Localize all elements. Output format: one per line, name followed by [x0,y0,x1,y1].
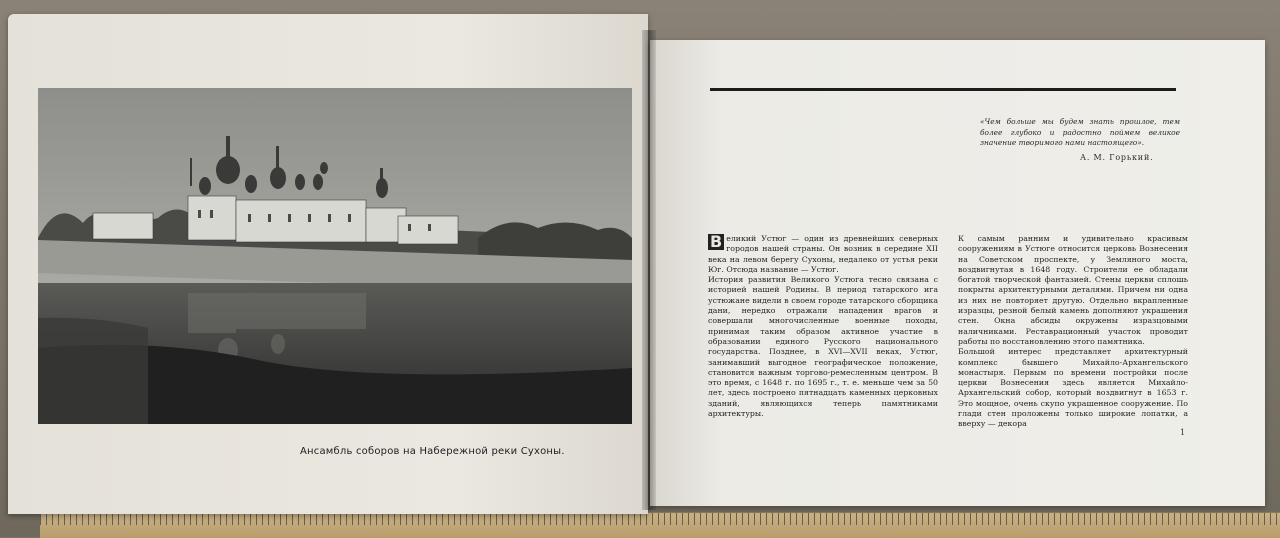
epigraph-author: А. М. Горький. [1080,153,1154,162]
page-number: 1 [1180,428,1186,437]
text-column-2 [958,234,1188,430]
ruler-ticks [40,513,1280,525]
column-1-text: еликий Устюг — один из древнейших северных городов нашей страны. Он возник в середине XII века на левом берегу Сухоны, недалеко от устья реки Юг. Отсюда название — Устюг. История развития Великого Устюга тесно связана с историей нашей Родины. В период татарского ига устюжане видели в своем городе татарского сборщика дани, нередко отражали нападения врагов и совершали многочисленные военные походы, принимая таким образом активное участие в образовании единого Русского национального государства. Позднее, в XVI—XVII веках, Устюг, занимавший выгодное географическое положение, становится важным торгово-ремесленным центром. В это время, с 1648 г. по 1695 г., т. е. меньше чем за 50 лет, здесь построено пятнадцать каменных церковных зданий, являющихся теперь памятниками архитектуры. [708,234,938,419]
column-2-text: К самым ранним и удивительно красивым сооружениям в Устюге относится церковь Вознесения на Советском проспекте, у Земляного моста, воздвигнутая в 1648 году. Строители ее обладали богатой творческой фантазией. Стены церкви сплошь покрыты архитектурными деталями. Причем ни одна из них не повторяет другую. Отдельно вкрапленные изразцы, резной белый камень дополняют украшения стен. Окна абсиды окружены изразцовыми наличниками. Реставрационный участок проводит работы по восстановлению этого памятника. Большой интерес представляет архитектурный комплекс бывшего Михайло-Архангельского монастыря. Первым по времени постройки после церкви Вознесения здесь является Михайло-Архангельский собор, который воздвигнут в 1653 г. Это мощное, очень скупо украшенное сооружение. По глади стен проложены только широкие лопатки, а вверху — декора [958,234,1188,429]
book-gutter [642,30,656,510]
header-rule [710,88,1176,91]
photo-caption: Ансамбль соборов на Набережной реки Сухоны. [300,446,565,457]
text-column-1 [708,234,938,419]
cathedral-photo-illustration [38,88,632,424]
wooden-ruler [40,512,1280,538]
epigraph-quote: «Чем больше мы будем знать прошлое, тем более глубоко и радостно поймем великое значение творимого нами настоящего». [980,117,1180,147]
cathedral-photograph [38,88,632,424]
drop-cap: В [710,232,723,251]
